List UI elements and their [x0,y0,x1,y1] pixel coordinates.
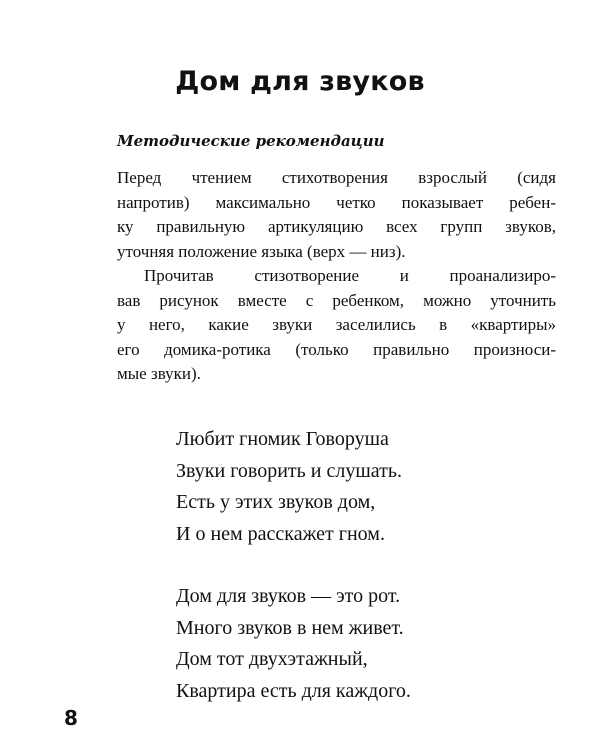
poem-line: Дом тот двухэтажный, [176,648,368,670]
poem-line: Есть у этих звуков дом, [176,491,376,513]
text-line: ку правильную артикуляцию всех групп звуков, [117,217,556,236]
text-line: уточняя положение языка (верх — низ). [117,241,406,261]
poem-line: Дом для звуков — это рот. [176,585,401,607]
page-number: 8 [64,706,78,730]
poem-line: Много звуков в нем живет. [176,616,404,639]
poem-line: Звуки говорить и слушать. [176,459,402,482]
poem-stanza-2 [176,581,411,707]
text-line: у него, какие звуки заселились в «квартиры» [117,315,556,334]
poem-line: И о нем расскажет гном. [176,522,385,545]
text-line: Прочитав стизотворение и проанализиро- [144,266,556,285]
text-line: его домика-ротика (только правильно произноси- [117,339,556,359]
poem-stanza-1 [176,424,411,550]
page-title: Дом для звуков [175,66,425,97]
poem [176,424,411,707]
poem-line: Любит гномик Говоруша [176,428,389,450]
paragraph-1 [117,166,556,264]
text-line: вав рисунок вместе с ребенком, можно уточнить [117,290,556,310]
section-heading: Методические рекомендации [117,132,385,150]
paragraph-2 [117,264,556,387]
recommendations-text [117,166,556,387]
text-line: напротив) максимально четко показывает ребен- [117,192,556,212]
poem-line: Квартира есть для каждого. [176,679,411,702]
text-line: мые звуки). [117,364,201,383]
text-line: Перед чтением стихотворения взрослый (сидя [117,168,556,187]
